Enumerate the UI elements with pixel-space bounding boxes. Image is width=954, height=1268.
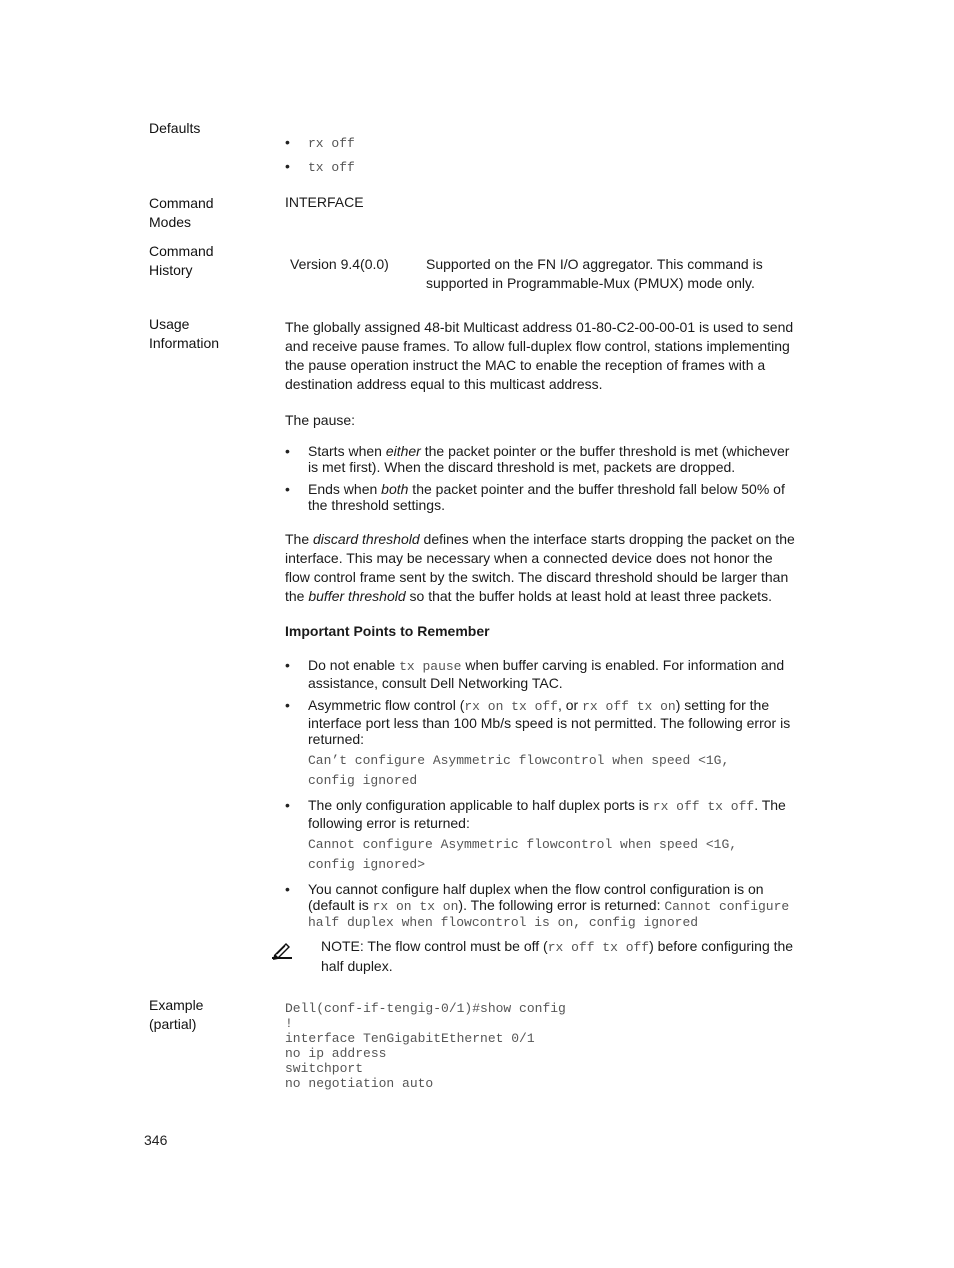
code-line: ! [285, 1016, 293, 1031]
list-item: • Starts when either the packet pointer or the buffer threshold is met (whichever is met first). When the discard threshold is met, packets are dropped. [285, 443, 840, 475]
code-line: no ip address [285, 1046, 387, 1061]
list-item: • tx off [285, 155, 840, 179]
important-points-heading: Important Points to Remember [285, 623, 490, 639]
command-modes-label: Command Modes [149, 195, 214, 230]
error-message: config ignored [308, 773, 418, 788]
example-label: Example (partial) [149, 997, 204, 1032]
list-item: • rx off [285, 131, 840, 155]
discard-threshold-paragraph: The discard threshold defines when the interface starts dropping the packet on the interface. This may be necessary when a connected device does not honor the flow control frame sent by the switch. The discard threshold should be larger than the buffer threshold so that the buffer holds at least hold at least three packets. [285, 531, 795, 604]
code-line: Dell(conf-if-tengig-0/1)#show config [285, 1001, 566, 1016]
usage-paragraph: The globally assigned 48-bit Multicast address 01-80-C2-00-00-01 is used to send and receive pause frames. To allow full-duplex flow control, stations implementing the pause operation instruct the MAC to enable the reception of frames with a destination address equal to this multicast address. [285, 319, 794, 392]
pause-list [285, 443, 840, 513]
defaults-label: Defaults [149, 120, 201, 136]
list-item: • You cannot configure half duplex when the flow control configuration is on (default is rx on tx on). The following error is returned: Cannot configure half duplex when flowcontrol is on, config ignored [285, 881, 840, 931]
code-line: interface TenGigabitEthernet 0/1 [285, 1031, 535, 1046]
list-item: • Asymmetric flow control (rx on tx off, or rx off tx on) setting for the interface port less than 100 Mb/s speed is not permitted. The following error is returned: Can’t configure Asymmetric flowcontrol when speed <1G, config ignored [285, 697, 840, 791]
defaults-list [285, 131, 840, 179]
page-number: 346 [144, 1132, 168, 1148]
error-message: Can’t configure Asymmetric flowcontrol when speed <1G, [308, 753, 730, 768]
code-line: switchport [285, 1061, 364, 1076]
usage-information-label: Usage Information [149, 316, 220, 351]
error-message: Cannot configure Asymmetric flowcontrol when speed <1G, [308, 837, 738, 852]
list-item: • Ends when both the packet pointer and the buffer threshold fall below 50% of the threshold settings. [285, 481, 840, 513]
error-message: config ignored> [308, 857, 426, 872]
important-points-list [285, 657, 840, 931]
note-text: NOTE: The flow control must be off (rx off tx off) before configuring the half duplex. [321, 938, 794, 974]
pause-intro: The pause: [285, 412, 356, 428]
example-code-block [285, 1001, 840, 1091]
code-line: no negotiation auto [285, 1076, 434, 1091]
list-item: • Do not enable tx pause when buffer carving is enabled. For information and assistance, consult Dell Networking TAC. [285, 657, 840, 691]
history-version: Version 9.4(0.0) [290, 256, 389, 272]
command-modes-value: INTERFACE [285, 194, 364, 210]
list-item: • The only configuration applicable to half duplex ports is rx off tx off. The following error is returned: Cannot configure Asymmetric flowcontrol when speed <1G, config ignored> [285, 797, 840, 875]
note-pencil-icon [271, 940, 293, 962]
command-history-label: Command History [149, 243, 214, 278]
history-description: Supported on the FN I/O aggregator. This command is supported in Programmable-Mux (PMUX) mode only. [426, 256, 763, 291]
